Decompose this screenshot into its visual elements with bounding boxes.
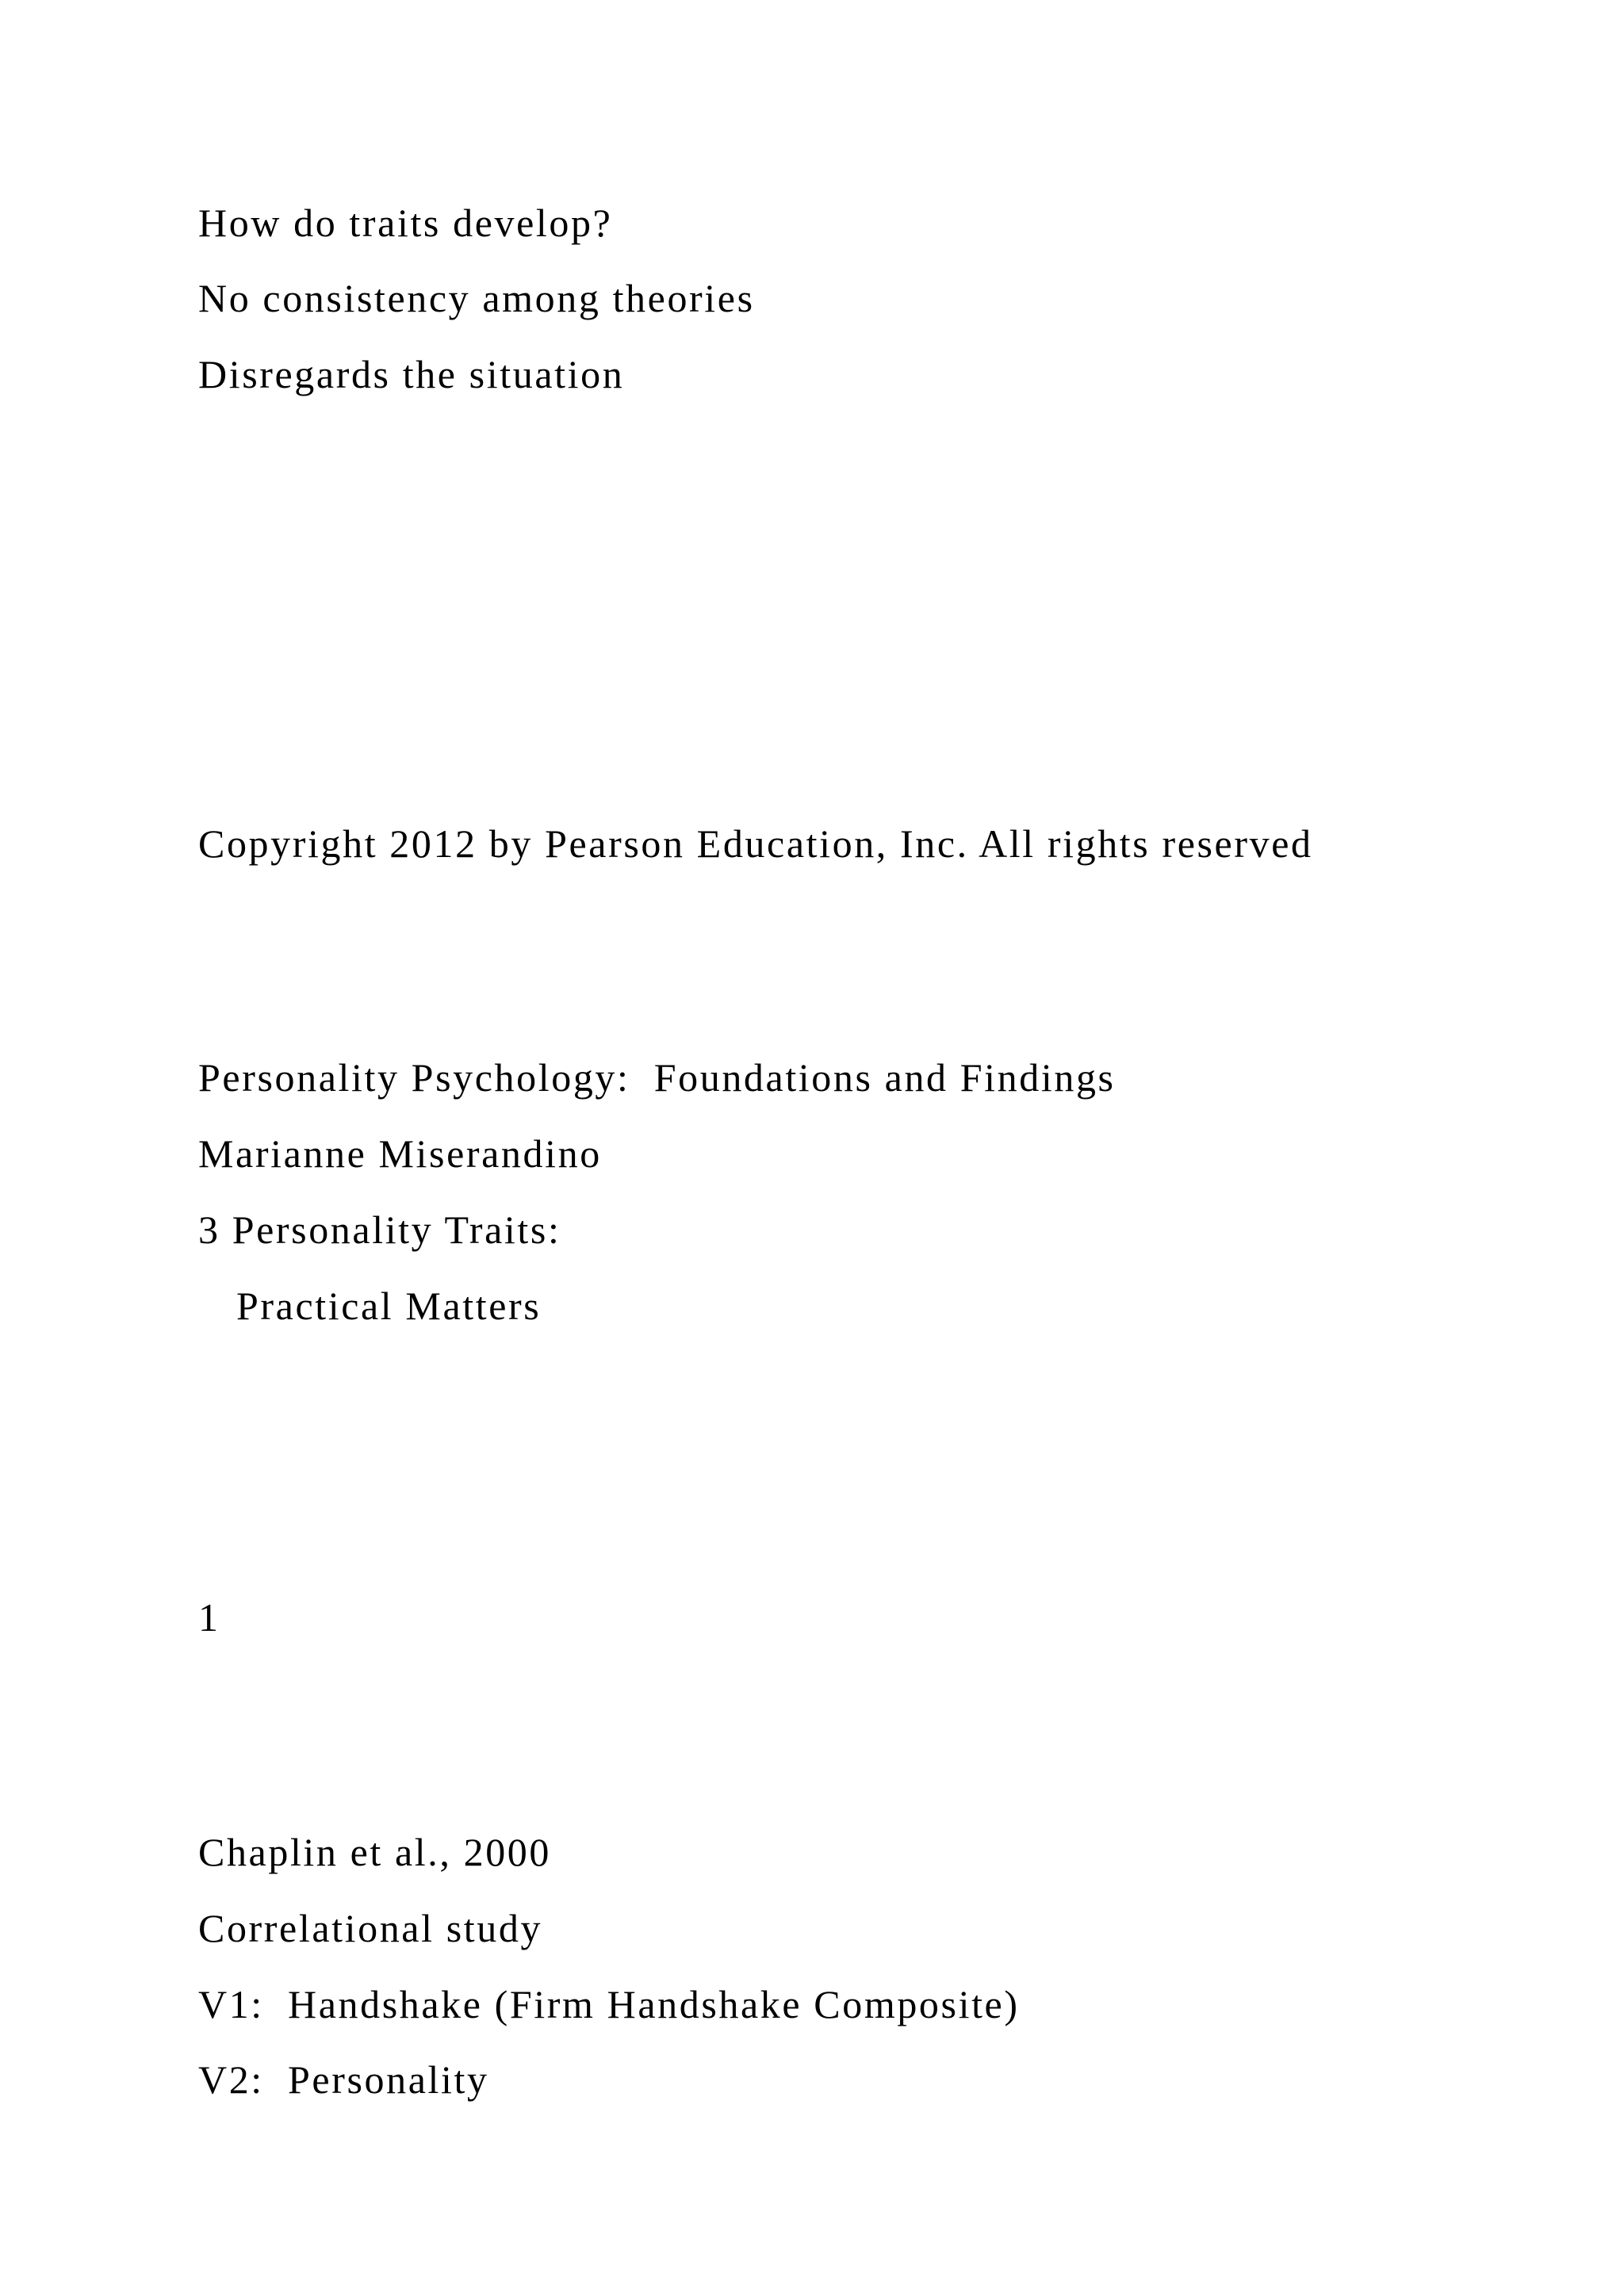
chapter-title: 3 Personality Traits: xyxy=(198,1207,561,1252)
author-name: Marianne Miserandino xyxy=(198,1131,602,1176)
limitation-line-2: No consistency among theories xyxy=(198,276,755,320)
copyright-notice: Copyright 2012 by Pearson Education, Inc. All rights reserved xyxy=(198,821,1313,866)
page-number: 1 xyxy=(198,1595,220,1640)
study-design: Correlational study xyxy=(198,1906,543,1950)
study-variable-1: V1: Handshake (Firm Handshake Composite) xyxy=(198,1982,1020,2026)
limitation-line-3: Disregards the situation xyxy=(198,352,625,396)
study-variable-2: V2: Personality xyxy=(198,2057,489,2102)
study-citation: Chaplin et al., 2000 xyxy=(198,1830,551,1874)
book-title: Personality Psychology: Foundations and Findings xyxy=(198,1055,1116,1100)
chapter-subtitle: Practical Matters xyxy=(236,1284,542,1328)
limitation-line-1: How do traits develop? xyxy=(198,201,613,245)
